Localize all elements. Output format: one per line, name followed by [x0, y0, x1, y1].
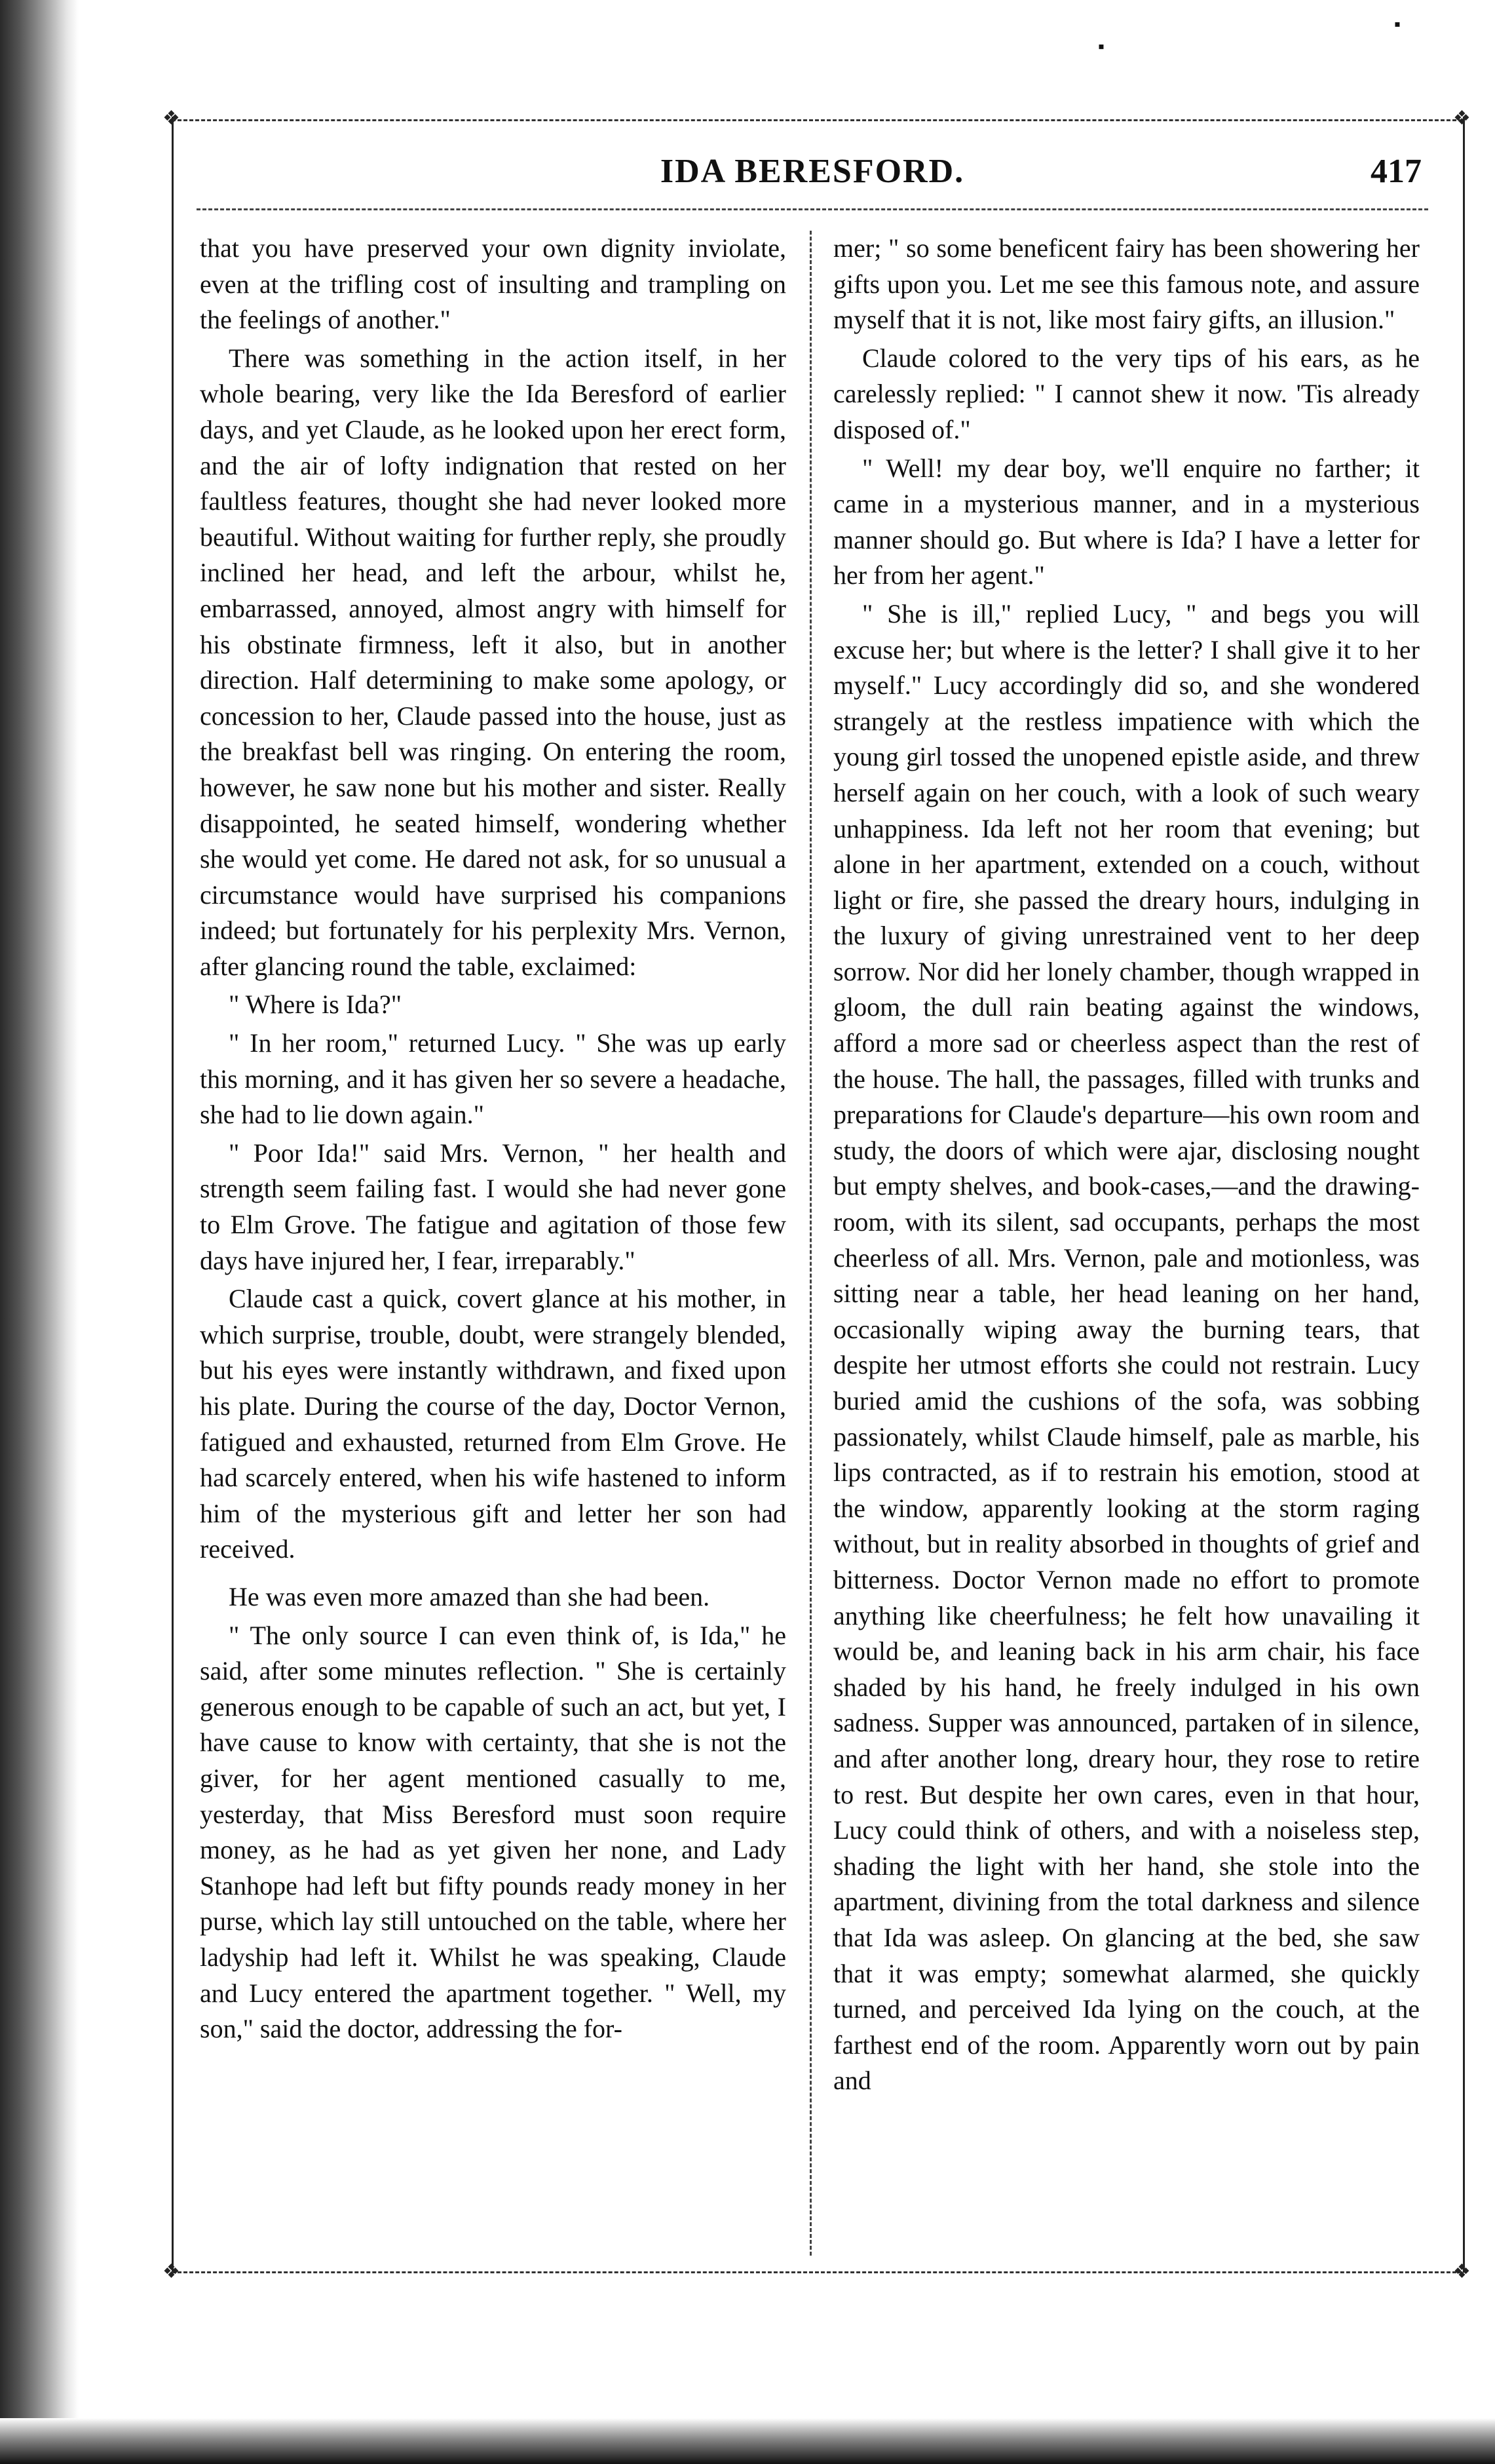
paragraph: " In her room," returned Lucy. " She was up early this morning, and it has given her so severe a headache, she had to lie down again." [200, 1028, 786, 1130]
corner-ornament-icon: ❖ [162, 107, 180, 129]
paragraph: Claude colored to the very tips of his ears, as he carelessly replied: " I cannot shew it now. 'Tis already disposed of." [833, 343, 1420, 444]
paragraph: Claude cast a quick, covert glance at his mother, in which surprise, trouble, doubt, were strangely blended, but his eyes were instantly withdrawn, and fixed upon his plate. During the course of the day, Doctor Vernon, fatigued and exhausted, returned from Elm Grove. He had scarcely entered, when his wife hastened to inform him of the mysterious gift and letter her son had received. [200, 1284, 786, 1564]
page-number: 417 [1371, 153, 1422, 190]
top-border-rule [172, 119, 1462, 121]
paragraph: that you have preserved your own dignity inviolate, even at the trifling cost of insulting and trampling on the feelings of another." [200, 233, 786, 335]
paragraph: " Where is Ida?" [229, 990, 402, 1020]
paragraph: " She is ill," replied Lucy, " and begs you will excuse her; but where is the letter? I shall give it to her myself." Lucy accordingly did so, and she wondered strangely at the restless impatience with which the young girl tossed the unopened epistle aside, and threw herself again on her couch, with a look of such weary unhappiness. Ida left not her room that evening; but alone in her apartment, extended on a couch, without light or fire, she passed the dreary hours, indulging in the luxury of giving unrestrained vent to her deep sorrow. Nor did her lonely chamber, though wrapped in gloom, the dull rain beating against the windows, afford a more sad or cheerless aspect than the rest of the house. The hall, the passages, filled with trunks and preparations for Claude's departure—his own room and study, the doors of which were ajar, disclosing nought but empty shelves, and book-cases,—and the drawing-room, with its silent, sad occupants, perhaps the most cheerless of all. Mrs. Vernon, pale and motionless, was sitting near a table, her head leaning on her hand, occasionally wiping away the burning tears, that despite her utmost efforts she could not restrain. Lucy buried amid the cushions of the sofa, was sobbing passionately, whilst Claude himself, pale as marble, his lips contracted, as if to restrain his emotion, stood at the window, apparently looking at the storm raging without, but in reality absorbed in thoughts of grief and bitterness. Doctor Vernon made no effort to promote anything like cheerfulness; he felt how unavailing it would be, and leaning back in his arm chair, his face shaded by his hand, he freely indulged in his own sadness. Supper was announced, partaken of in silence, and after another long, dreary hour, they rose to retire to rest. But despite her own cares, even in that hour, Lucy could think of others, and with a noiseless step, shading the light with her hand, she stole into the apartment, divining from the total darkness and silence that Ida was asleep. On glancing at the bed, she saw that it was empty; somewhat alarmed, she quickly turned, and perceived Ida lying on the couch, at the farthest end of the room. Apparently worn out by pain and [833, 598, 1420, 2096]
print-mark-icon: ▪ [1098, 37, 1105, 57]
paragraph: " The only source I can even think of, is Ida," he said, after some minutes reflection. " She is certainly generous enough to be capable of such an act, but yet, I have cause to know with certainty, that she is not the giver, for her agent mentioned casually to me, yesterday, that Miss Beresford must soon require money, as he had as yet given her none, and Lady Stanhope had left but fifty pounds ready money in her purse, which lay still untouched on the table, where her ladyship had left it. Whilst he was speaking, Claude and Lucy entered the apartment together. " Well, my son," said the doctor, addressing the for- [200, 1620, 786, 2044]
page-edge-shadow [0, 0, 79, 2464]
paragraph: There was something in the action itself, in her whole bearing, very like the Ida Beresford of earlier days, and yet Claude, as he looked upon her erect form, and the air of lofty indignation that rested on her faultless features, thought she had never looked more beautiful. Without waiting for further reply, she proudly inclined her head, and left the arbour, whilst he, embarrassed, annoyed, almost angry with himself for his obstinate firmness, left it also, but in another direction. Half determining to make some apology, or concession to her, Claude passed into the house, just as the breakfast bell was ringing. On entering the room, however, he saw none but his mother and sister. Really disappointed, he seated himself, wondering whether she would yet come. He dared not ask, for so unusual a circumstance would have surprised his companions indeed; but fortunately for his perplexity Mrs. Vernon, after glancing round the table, exclaimed: [200, 343, 786, 981]
left-column [200, 231, 786, 2262]
running-header [197, 152, 1428, 198]
paragraph: " Poor Ida!" said Mrs. Vernon, " her health and strength seem failing fast. I would she had never gone to Elm Grove. The fatigue and agitation of those few days have injured her, I fear, irreparably." [200, 1138, 786, 1275]
corner-ornament-icon: ❖ [162, 2261, 180, 2282]
bottom-edge-shadow [0, 2418, 1495, 2464]
paragraph: " Well! my dear boy, we'll enquire no farther; it came in a mysterious manner, and in a mysterious manner should go. But where is Ida? I have a letter for her from her agent." [833, 453, 1420, 590]
right-column [833, 231, 1420, 2262]
paragraph: He was even more amazed than she had been. [229, 1581, 710, 1611]
paragraph: mer; " so some beneficent fairy has been showering her gifts upon you. Let me see this famous note, and assure myself that it is not, like most fairy gifts, an illusion." [833, 233, 1420, 335]
header-rule [197, 208, 1428, 210]
column-divider [810, 231, 812, 2256]
bottom-border-rule [172, 2271, 1462, 2273]
corner-ornament-icon: ❖ [1453, 2261, 1471, 2282]
corner-ornament-icon: ❖ [1453, 107, 1471, 129]
running-title: IDA BERESFORD. [660, 153, 965, 190]
print-mark-icon: ▪ [1394, 14, 1401, 35]
